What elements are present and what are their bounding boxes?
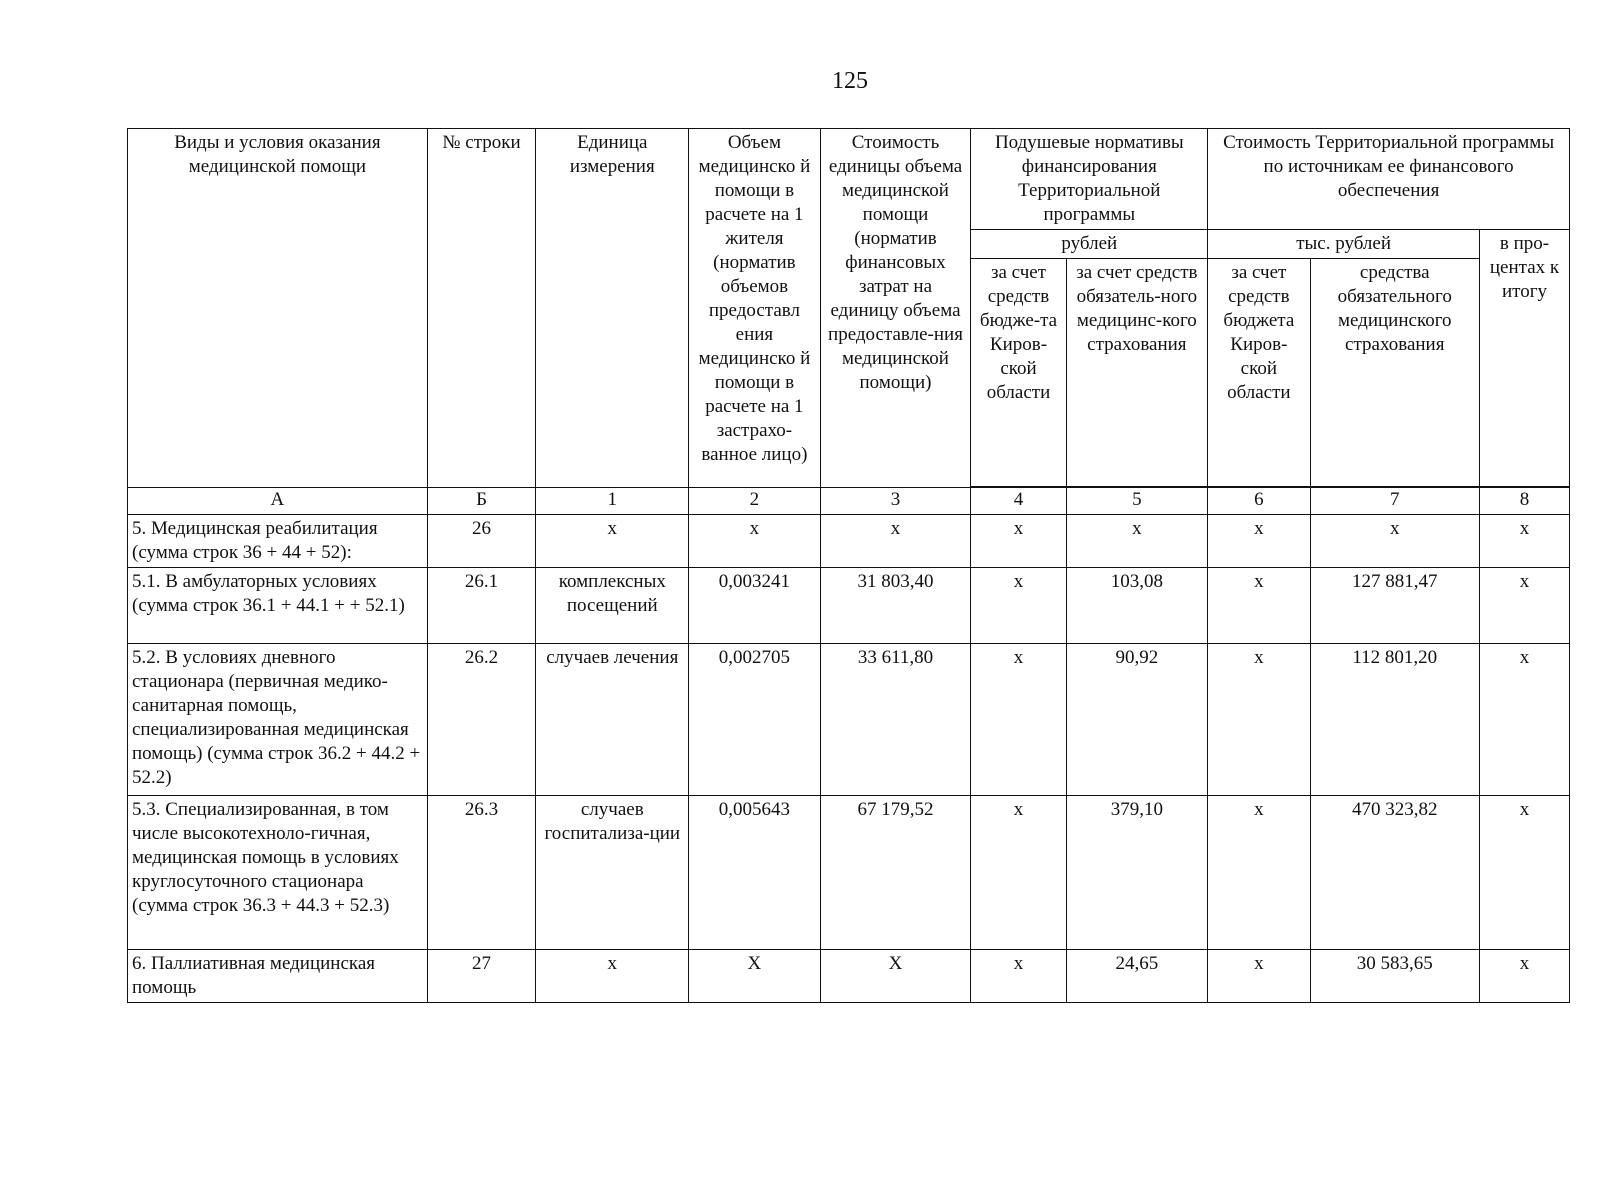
- row-unit: случаев лечения: [536, 644, 689, 796]
- row-col4: х: [971, 950, 1066, 1003]
- row-number: 26.3: [427, 796, 536, 950]
- row-col7: 127 881,47: [1310, 568, 1480, 644]
- header-per-capita: Подушевые нормативы финансирования Территориальной программы: [971, 129, 1208, 230]
- row-cost: Х: [820, 950, 971, 1003]
- row-cost: 67 179,52: [820, 796, 971, 950]
- row-col6: х: [1208, 796, 1310, 950]
- header-unit: Единица измерения: [536, 129, 689, 488]
- financing-table: [127, 128, 1570, 1003]
- row-col5: 24,65: [1066, 950, 1208, 1003]
- index-cell: 8: [1480, 488, 1570, 515]
- header-volume: Объем медицинско й помощи в расчете на 1 жителя (норматив объемов предоставл ения медицинско й помощи в расчете на 1 застрахо-ванное лицо): [689, 129, 820, 488]
- row-col4: х: [971, 515, 1066, 568]
- header-col5-oms: за счет средств обязатель-ного медицинс-кого страхования: [1066, 259, 1208, 487]
- row-unit: х: [536, 950, 689, 1003]
- row-name: 5.2. В условиях дневного стационара (первичная медико-санитарная помощь, специализированная медицинская помощь) (сумма строк 36.2 + 44.2 + 52.2): [128, 644, 428, 796]
- row-col4: х: [971, 796, 1066, 950]
- header-thousand-rubles: тыс. рублей: [1208, 230, 1480, 259]
- row-cost: х: [820, 515, 971, 568]
- row-number: 26.1: [427, 568, 536, 644]
- table-row: [128, 568, 1570, 644]
- row-col8: х: [1480, 796, 1570, 950]
- row-col6: х: [1208, 644, 1310, 796]
- index-cell: 4: [971, 488, 1066, 515]
- index-cell: 1: [536, 488, 689, 515]
- row-number: 26: [427, 515, 536, 568]
- row-volume: 0,002705: [689, 644, 820, 796]
- row-col7: 112 801,20: [1310, 644, 1480, 796]
- row-col5: х: [1066, 515, 1208, 568]
- row-volume: 0,005643: [689, 796, 820, 950]
- row-col8: х: [1480, 568, 1570, 644]
- row-col4: х: [971, 568, 1066, 644]
- header-row-1: [128, 129, 1570, 230]
- row-number: 27: [427, 950, 536, 1003]
- row-unit: случаев госпитализа-ции: [536, 796, 689, 950]
- row-name: 5.1. В амбулаторных условиях (сумма строк 36.1 + 44.1 + + 52.1): [128, 568, 428, 644]
- header-row-number: № строки: [427, 129, 536, 488]
- row-col6: х: [1208, 568, 1310, 644]
- header-col7-oms: средства обязательного медицинского страхования: [1310, 259, 1480, 487]
- row-unit: комплексных посещений: [536, 568, 689, 644]
- index-cell: 3: [820, 488, 971, 515]
- row-name: 6. Паллиативная медицинская помощь: [128, 950, 428, 1003]
- row-cost: 33 611,80: [820, 644, 971, 796]
- row-volume: Х: [689, 950, 820, 1003]
- index-cell: А: [128, 488, 428, 515]
- row-number: 26.2: [427, 644, 536, 796]
- row-col4: х: [971, 644, 1066, 796]
- header-col4-budget: за счет средств бюдже-та Киров-ской области: [971, 259, 1066, 487]
- row-col7: 30 583,65: [1310, 950, 1480, 1003]
- row-name: 5. Медицинская реабилитация (сумма строк 36 + 44 + 52):: [128, 515, 428, 568]
- index-cell: Б: [427, 488, 536, 515]
- row-col8: х: [1480, 644, 1570, 796]
- row-col7: 470 323,82: [1310, 796, 1480, 950]
- header-percent: в про-центах к итогу: [1480, 230, 1570, 487]
- row-cost: 31 803,40: [820, 568, 971, 644]
- header-col6-budget: за счет средств бюджета Киров-ской области: [1208, 259, 1310, 487]
- index-cell: 5: [1066, 488, 1208, 515]
- page-number: 125: [832, 68, 868, 94]
- index-cell: 2: [689, 488, 820, 515]
- header-unit-cost: Стоимость единицы объема медицинской помощи (норматив финансовых затрат на единицу объема предоставле-ния медицинской помощи): [820, 129, 971, 488]
- header-type: Виды и условия оказания медицинской помощи: [128, 129, 428, 488]
- row-unit: х: [536, 515, 689, 568]
- index-cell: 7: [1310, 488, 1480, 515]
- row-col8: х: [1480, 950, 1570, 1003]
- row-col5: 90,92: [1066, 644, 1208, 796]
- row-volume: х: [689, 515, 820, 568]
- row-name: 5.3. Специализированная, в том числе высокотехноло-гичная, медицинская помощь в условиях круглосуточного стационара (сумма строк 36.3 + 44.3 + 52.3): [128, 796, 428, 950]
- column-index-row: [128, 488, 1570, 515]
- row-col6: х: [1208, 515, 1310, 568]
- row-col8: х: [1480, 515, 1570, 568]
- header-rubles: рублей: [971, 230, 1208, 259]
- table-row: [128, 515, 1570, 568]
- index-cell: 6: [1208, 488, 1310, 515]
- table-row: [128, 950, 1570, 1003]
- row-col6: х: [1208, 950, 1310, 1003]
- row-col5: 103,08: [1066, 568, 1208, 644]
- header-program-cost: Стоимость Территориальной программы по источникам ее финансового обеспечения: [1208, 129, 1570, 230]
- row-volume: 0,003241: [689, 568, 820, 644]
- row-col7: х: [1310, 515, 1480, 568]
- row-col5: 379,10: [1066, 796, 1208, 950]
- table-row: [128, 796, 1570, 950]
- table-row: [128, 644, 1570, 796]
